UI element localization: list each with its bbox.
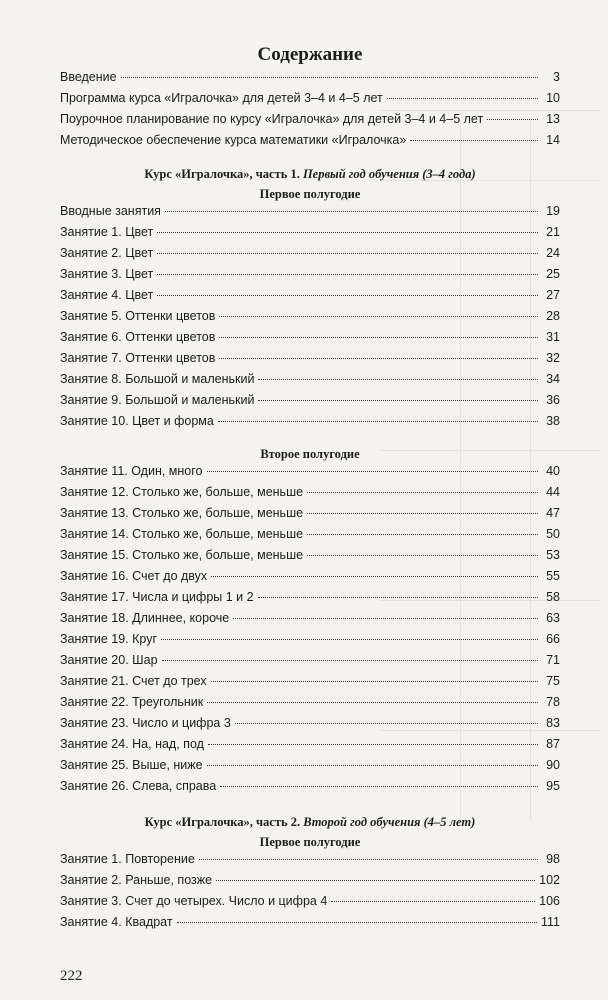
toc-entry [60, 288, 560, 309]
page-number: 222 [60, 968, 83, 984]
dot-leader [121, 77, 538, 78]
toc-entry [60, 485, 560, 506]
toc-entry [60, 590, 560, 611]
part1-half2-heading: Второе полугодие [260, 447, 360, 461]
toc-entry [60, 246, 560, 267]
toc-entry-title: Занятие 12. Столько же, больше, меньше [60, 485, 304, 499]
toc-entry-page: 53 [546, 548, 560, 562]
part2-heading-italic: Второй год обучения (4–5 лет) [303, 815, 476, 829]
toc-entry [60, 569, 560, 590]
toc-entry-title: Занятие 9. Большой и маленький [60, 393, 255, 407]
dot-leader [235, 723, 538, 724]
toc-entry [60, 70, 560, 91]
toc-entry-title: Программа курса «Игралочка» для детей 3–4 и 4–5 лет [60, 91, 383, 105]
toc-entry-page: 40 [546, 464, 560, 478]
toc-entry-title: Занятие 25. Выше, ниже [60, 758, 203, 772]
toc-entry-page: 32 [546, 351, 560, 365]
dot-leader [487, 119, 538, 120]
toc-entry-title: Занятие 7. Оттенки цветов [60, 351, 216, 365]
toc-entry-title: Занятие 10. Цвет и форма [60, 414, 214, 428]
toc-entry-page: 3 [553, 70, 560, 84]
toc-entry-title: Занятие 8. Большой и маленький [60, 372, 255, 386]
dot-leader [207, 471, 539, 472]
toc-entry-title: Занятие 17. Числа и цифры 1 и 2 [60, 590, 254, 604]
toc-entry-title: Занятие 11. Один, много [60, 464, 203, 478]
dot-leader [211, 576, 538, 577]
toc-entry-title: Занятие 3. Счет до четырех. Число и цифра 4 [60, 894, 328, 908]
toc-entry-page: 10 [546, 91, 560, 105]
toc-entry-title: Поурочное планирование по курсу «Игралочка» для детей 3–4 и 4–5 лет [60, 112, 484, 126]
toc-entry-title: Занятие 2. Цвет [60, 246, 154, 260]
toc-entry-title: Занятие 24. На, над, под [60, 737, 204, 751]
dot-leader [208, 744, 538, 745]
dot-leader [307, 513, 538, 514]
dot-leader [220, 786, 538, 787]
dot-leader [218, 421, 538, 422]
toc-entry [60, 225, 560, 246]
dot-leader [211, 681, 538, 682]
dot-leader [331, 901, 535, 902]
toc-entry-page: 36 [546, 393, 560, 407]
dot-leader [165, 211, 538, 212]
dot-leader [219, 316, 538, 317]
toc-entry-title: Занятие 1. Цвет [60, 225, 154, 239]
toc-entry [60, 204, 560, 225]
toc-entry-title: Занятие 16. Счет до двух [60, 569, 208, 583]
dot-leader [216, 880, 535, 881]
toc-entry-page: 75 [546, 674, 560, 688]
toc-entry-title: Занятие 26. Слева, справа [60, 779, 217, 793]
part2-half1-heading: Первое полугодие [259, 835, 361, 849]
toc-entry-page: 83 [546, 716, 560, 730]
toc-entry-title: Занятие 4. Цвет [60, 288, 154, 302]
dot-leader [258, 379, 538, 380]
toc-entry-page: 21 [546, 225, 560, 239]
toc-entry [60, 632, 560, 653]
part1-heading [60, 164, 560, 184]
toc-entry-title: Занятие 3. Цвет [60, 267, 154, 281]
dot-leader [207, 702, 538, 703]
toc-entry [60, 653, 560, 674]
toc-entry-page: 28 [546, 309, 560, 323]
toc-entry [60, 779, 560, 800]
toc-entry-page: 95 [546, 779, 560, 793]
toc-entry-title: Занятие 2. Раньше, позже [60, 873, 213, 887]
toc-entry [60, 506, 560, 527]
dot-leader [199, 859, 538, 860]
toc-entry-page: 66 [546, 632, 560, 646]
toc-entry [60, 393, 560, 414]
dot-leader [161, 639, 538, 640]
dot-leader [207, 765, 538, 766]
page-title: Содержание [257, 44, 363, 65]
dot-leader [157, 274, 538, 275]
toc-entry [60, 758, 560, 779]
toc-entry-title: Методическое обеспечение курса математики «Игралочка» [60, 133, 407, 147]
toc-entry [60, 548, 560, 569]
dot-leader [258, 597, 538, 598]
toc-entry-page: 63 [546, 611, 560, 625]
part1-heading-italic: Первый год обучения (3–4 года) [302, 167, 476, 181]
toc-entry-page: 90 [546, 758, 560, 772]
toc-entry-page: 47 [546, 506, 560, 520]
dot-leader [162, 660, 538, 661]
toc-entry-title: Занятие 19. Круг [60, 632, 158, 646]
part1-heading-plain: Курс «Игралочка», часть 1. [144, 167, 300, 181]
toc-entry-page: 24 [546, 246, 560, 260]
toc-entry [60, 464, 560, 485]
intro-section [60, 70, 560, 154]
toc-entry-title: Введение [60, 70, 117, 84]
dot-leader [157, 253, 538, 254]
toc-entry [60, 372, 560, 393]
toc-entry-title: Занятие 5. Оттенки цветов [60, 309, 216, 323]
toc-entry-page: 58 [546, 590, 560, 604]
toc-entry-page: 38 [546, 414, 560, 428]
toc-entry-page: 50 [546, 527, 560, 541]
toc-entry-title: Занятие 22. Треугольник [60, 695, 204, 709]
dot-leader [177, 922, 537, 923]
toc-entry [60, 414, 560, 435]
toc-entry-page: 102 [539, 873, 560, 887]
toc-entry [60, 716, 560, 737]
dot-leader [307, 534, 538, 535]
toc-entry-title: Занятие 21. Счет до трех [60, 674, 207, 688]
toc-entry-title: Занятие 18. Длиннее, короче [60, 611, 230, 625]
toc-entry [60, 267, 560, 288]
toc-entry-page: 13 [546, 112, 560, 126]
toc-entry [60, 351, 560, 372]
toc-entry [60, 133, 560, 154]
toc-entry-title: Занятие 23. Число и цифра 3 [60, 716, 231, 730]
toc-entry-title: Занятие 15. Столько же, больше, меньше [60, 548, 304, 562]
toc-entry [60, 674, 560, 695]
toc-entry-page: 31 [546, 330, 560, 344]
dot-leader [307, 555, 538, 556]
toc-entry-page: 25 [546, 267, 560, 281]
toc-entry-title: Занятие 1. Повторение [60, 852, 195, 866]
toc-entry-title: Занятие 14. Столько же, больше, меньше [60, 527, 304, 541]
part1-half1-list [60, 204, 560, 435]
dot-leader [157, 232, 538, 233]
dot-leader [157, 295, 538, 296]
part2-half1-list [60, 852, 560, 936]
dot-leader [410, 140, 538, 141]
dot-leader [219, 358, 538, 359]
toc-entry [60, 915, 560, 936]
toc-entry-page: 27 [546, 288, 560, 302]
toc-entry-page: 14 [546, 133, 560, 147]
toc-entry-page: 34 [546, 372, 560, 386]
dot-leader [307, 492, 538, 493]
dot-leader [258, 400, 538, 401]
dot-leader [233, 618, 538, 619]
toc-entry [60, 695, 560, 716]
toc-entry-title: Занятие 4. Квадрат [60, 915, 173, 929]
toc-entry-title: Занятие 13. Столько же, больше, меньше [60, 506, 304, 520]
toc-entry [60, 611, 560, 632]
toc-entry-title: Занятие 6. Оттенки цветов [60, 330, 216, 344]
toc-entry-page: 44 [546, 485, 560, 499]
toc-entry-page: 71 [546, 653, 560, 667]
part1-half2-list [60, 464, 560, 800]
toc-entry-page: 87 [546, 737, 560, 751]
toc-entry [60, 873, 560, 894]
toc-entry [60, 894, 560, 915]
toc-entry [60, 309, 560, 330]
toc-entry-page: 98 [546, 852, 560, 866]
part1-half1-heading: Первое полугодие [259, 187, 361, 201]
toc-entry [60, 330, 560, 351]
toc-entry-page: 106 [539, 894, 560, 908]
toc-entry [60, 112, 560, 133]
toc-entry-page: 111 [540, 915, 560, 929]
table-of-contents [60, 40, 560, 936]
dot-leader [219, 337, 538, 338]
toc-entry [60, 527, 560, 548]
toc-entry-title: Вводные занятия [60, 204, 161, 218]
toc-entry [60, 737, 560, 758]
dot-leader [387, 98, 538, 99]
toc-entry [60, 91, 560, 112]
part2-heading-plain: Курс «Игралочка», часть 2. [144, 815, 301, 829]
toc-entry-page: 78 [546, 695, 560, 709]
part2-heading [60, 812, 560, 832]
toc-entry-page: 55 [546, 569, 560, 583]
toc-entry [60, 852, 560, 873]
toc-entry-page: 19 [546, 204, 560, 218]
toc-entry-title: Занятие 20. Шар [60, 653, 158, 667]
